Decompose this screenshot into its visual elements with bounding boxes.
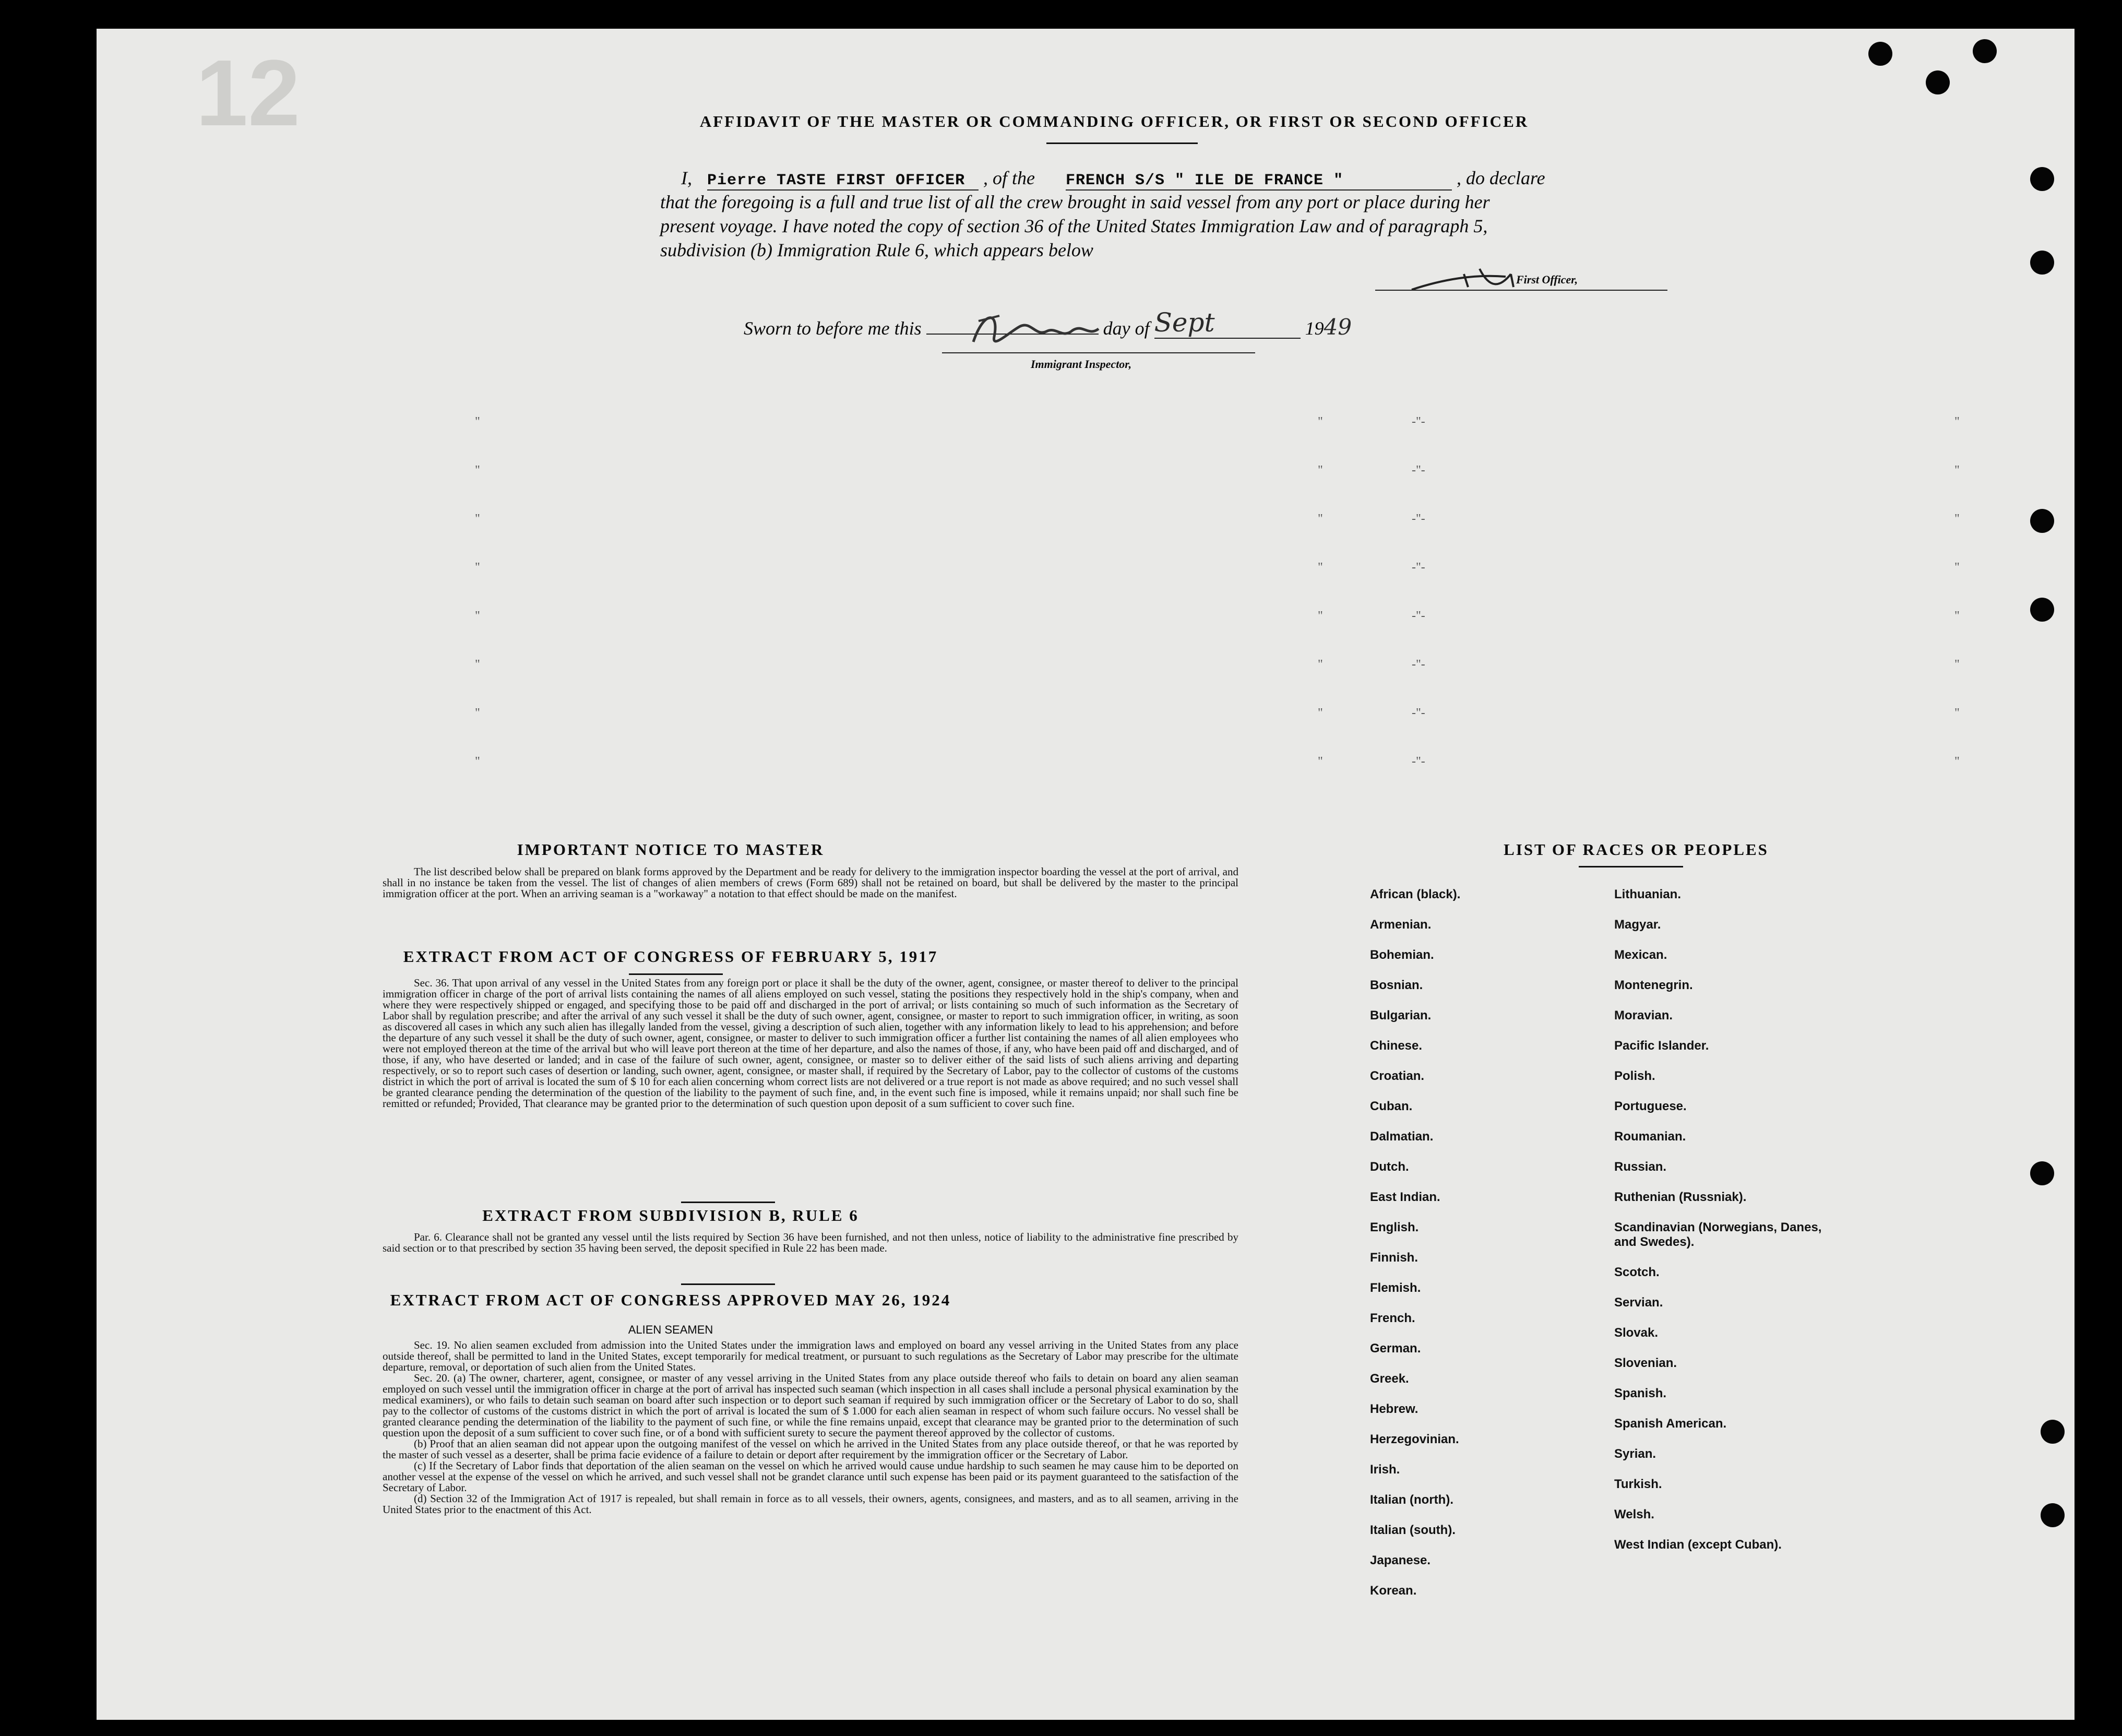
title-rule (1046, 142, 1198, 144)
extract-1917-title: EXTRACT FROM ACT OF CONGRESS OF FEBRUARY 5, 1917 (403, 947, 938, 966)
race-item: African (black). (1370, 887, 1461, 901)
race-item: Magyar. (1614, 918, 1661, 932)
race-item: Japanese. (1370, 1553, 1431, 1567)
race-item: Bosnian. (1370, 978, 1423, 992)
affidavit-line-3: present voyage. I have noted the copy of section 36 of the United States Immigration Law and of paragraph 5, (660, 216, 1488, 236)
race-item: Syrian. (1614, 1447, 1656, 1461)
sworn-text: Sworn to before me this (744, 318, 922, 339)
race-item: Croatian. (1370, 1069, 1425, 1083)
year-suffix: 49 (1324, 314, 1352, 340)
notice-body: The list described below shall be prepared on blank forms approved by the Department and be ready for delivery to the immigration inspector boarding the vessel at the port of arrival, and shall in no instance be taken from the vessel. The list of changes of alien members of crews (Form 689) shall not be retained on board, but shall be delivered by the master to the principal immigration officer at the port. When an arriving seaman is a "workaway" a notation to that effect should be made on the manifest. (383, 865, 1238, 900)
extract-1917-body: Sec. 36. That upon arrival of any vessel in the United States from any foreign port or place it shall be the duty of the owner, agent, consignee, or master thereof to deliver to the principal immigration officer in charge of the port of arrival lists containing the names of all aliens employed on such vessel, stating the positions they respectively hold in the ship's company, when and where they were respectively shipped or engaged, and specifying those to be paid off and discharged in the port of arrival; or lists containing so much of such information as the Secretary of Labor shall by regulation prescribe; and after the arrival of any such vessel it shall be the duty of such owner, agent, consignee, or master to report to such immigration officer, in writing, as soon as discovered all cases in which any such alien has illegally landed from the vessel, giving a description of such alien, together with any information likely to lead to his apprehension; and before the departure of any such vessel it shall be the duty of such owner, agent, consignee, or master to deliver to such immigration officer a further list containing the names of all alien employees who were not employed thereon at the time of the arrival but who will leave port thereon at the time of her departure, and also the names of those, if any, who have been paid off and discharged, and of those, if any, who have deserted or landed; and in case of the failure of such owner, agent, consignee, or master so to deliver either of the said lists of such aliens arriving and departing respectively, or so to report such cases of desertion or landing, such owner, agent, consignee, or master shall, if required by the Secretary of Labor, pay to the collector of customs of the customs district in which the port of arrival is located the sum of $ 10 for each alien concerning whom correct lists are not delivered or a true report is not made as above required; and no such vessel shall be granted clearance pending the determination of the question of the liability to the payment of such fine, and, in the event such fine is imposed, while it remains unpaid; nor shall such fine be remitted or refunded; Provided, That clearance may be granted prior to the determination of such question upon deposit of a sum sufficient to cover such fine. (383, 977, 1238, 1110)
race-item: Italian (south). (1370, 1523, 1456, 1537)
race-item: Bulgarian. (1370, 1008, 1432, 1022)
race-item: Mexican. (1614, 948, 1667, 962)
race-item: West Indian (except Cuban). (1614, 1538, 1782, 1552)
notice-title: IMPORTANT NOTICE TO MASTER (517, 840, 825, 859)
ditto-column-1: " " " " " " " " (475, 415, 480, 768)
extract-1924-top-rule (681, 1283, 775, 1285)
affidavit-of-the: , of the (983, 168, 1035, 188)
race-item: Moravian. (1614, 1008, 1673, 1022)
manifest-sheet (97, 29, 2075, 1720)
race-item: Finnish. (1370, 1251, 1418, 1265)
race-item: English. (1370, 1220, 1419, 1234)
race-item: Servian. (1614, 1295, 1663, 1310)
alien-seamen-subtitle: ALIEN SEAMEN (628, 1323, 713, 1336)
officer-signature-line (1375, 290, 1667, 291)
race-item: Spanish. (1614, 1386, 1667, 1400)
race-item: Pacific Islander. (1614, 1039, 1709, 1053)
race-item: Cuban. (1370, 1099, 1413, 1113)
punch-hole (1868, 42, 1892, 66)
rule6-body: Par. 6. Clearance shall not be granted any vessel until the lists required by Section 36 have been furnished, and not then unless, notice of liability to the administrative fine prescribed by said section or to that prescribed by section 35 having been served, the deposit specified in Rule 22 has been made. (383, 1231, 1238, 1254)
page-number-ghost: 12 (196, 41, 301, 146)
rule6-top-rule (681, 1202, 775, 1203)
punch-hole (2030, 251, 2054, 275)
punch-hole (1926, 70, 1950, 94)
rule6-title: EXTRACT FROM SUBDIVISION B, RULE 6 (482, 1206, 859, 1224)
race-item: Bohemian. (1370, 948, 1434, 962)
race-item: Italian (north). (1370, 1493, 1453, 1507)
affidavit-i: I, (681, 168, 692, 188)
punch-hole (2030, 1161, 2054, 1185)
race-item: Dutch. (1370, 1160, 1409, 1174)
race-item: Roumanian. (1614, 1129, 1686, 1144)
race-item: Slovak. (1614, 1326, 1659, 1340)
race-item: Chinese. (1370, 1039, 1423, 1053)
race-item: Ruthenian (Russniak). (1614, 1190, 1747, 1204)
race-item: Slovenian. (1614, 1356, 1677, 1370)
race-item: Flemish. (1370, 1281, 1421, 1295)
race-item: Polish. (1614, 1069, 1655, 1083)
races-right-column (1614, 887, 1833, 1568)
year-prefix: 19 (1305, 318, 1324, 339)
ditto-column-3: " " " " " " " " (1954, 415, 1960, 768)
extract-1924-body: Sec. 19. No alien seamen excluded from admission into the United States under the immigration laws and employed on board any vessel arriving in the United States from any place outside thereof, shall be permitted to land in the United States, except temporarily for medical treatment, or pursuant to such regulations as the Secretary of Labor may prescribe for the ultimate departure, removal, or deportation of such alien from the United States. Sec. 20. (a) The owner, charterer, agent, consignee, or master of any vessel arriving in the United States from any place outside thereof who fails to detain on board any alien seaman employed on such vessel until the immigration officer in charge at the port of arrival has inspected such seaman (which inspection in all cases shall include a personal physical examination by the medical examiners), or who fails to detain such seaman on board after such inspection or to deport such seaman if required by such immigration officer or the Secretary of Labor to do so, shall pay to the collector of customs of the customs district in which the port of arrival is located the sum of $ 1.000 for each alien seaman in respect of whom such failure occurs. No vessel shall be granted clearance pending the determination of the liability to the payment of such fine, or while the fine remains unpaid, except that clearance may be granted prior to the determination of such question upon the deposit of a sum sufficient to cover such fine, or of a bond with sufficient surety to secure the payment thereof approved by the collector of customs. (b) Proof that an alien seaman did not appear upon the outgoing manifest of the vessel on which he arrived in the United States from any place outside thereof, or that he was reported by the master of such vessel as a deserter, shall be prima facie evidence of a failure to detain or deport after requirement by the immigration officer or the Secretary of Labor. (c) If the Secretary of Labor finds that deportation of the alien seaman on the vessel on which he arrived would cause undue hardship to such seamen he may cause him to be deported on another vessel at the expense of the vessel on which he arrived, and such vessel shall not be grandet clarance until such expense has been paid or its payment guaranteed to the satisfaction of the Secretary of Labor. (d) Section 32 of the Immigration Act of 1917 is repealed, but shall remain in force as to all vessels, their owners, agents, consignees, and masters, and as to all seamen, arriving in the United States prior to the enactment of this Act. (383, 1339, 1238, 1516)
punch-hole (2030, 598, 2054, 622)
affidavit-line-4: subdivision (b) Immigration Rule 6, which appears below (660, 240, 1093, 260)
affidavit-line-1 (660, 167, 1545, 191)
race-item: Greek. (1370, 1372, 1409, 1386)
race-item: Armenian. (1370, 918, 1432, 932)
punch-hole (2030, 167, 2054, 191)
race-item: Montenegrin. (1614, 978, 1693, 992)
inspector-signature (963, 300, 1151, 358)
race-item: Scotch. (1614, 1265, 1660, 1279)
extract-1924-title: EXTRACT FROM ACT OF CONGRESS APPROVED MAY 26, 1924 (390, 1291, 951, 1309)
dash-column: -"- -"- -"- -"- -"- -"- -"- -"- (1412, 415, 1425, 768)
affidavit-title: AFFIDAVIT OF THE MASTER OR COMMANDING OFFICER, OR FIRST OR SECOND OFFICER (699, 112, 1529, 130)
affidavit-line-2: that the foregoing is a full and true list of all the crew brought in said vessel from any port or place during her (660, 192, 1490, 212)
race-item: Scandinavian (Norwegians, Danes, and Swedes). (1614, 1220, 1822, 1249)
race-item: Herzegovinian. (1370, 1432, 1459, 1446)
affidavit-title-wrap (618, 112, 1610, 131)
races-left-column (1370, 887, 1589, 1614)
punch-hole (2041, 1503, 2065, 1527)
day-of-text: day of (1103, 318, 1150, 339)
race-item: Turkish. (1614, 1477, 1662, 1491)
officer-name: Pierre TASTE FIRST OFFICER (707, 172, 979, 191)
race-item: Hebrew. (1370, 1402, 1418, 1416)
race-item: Portuguese. (1614, 1099, 1687, 1113)
race-item: Russian. (1614, 1160, 1667, 1174)
extract-1917-rule (629, 973, 723, 975)
race-item: East Indian. (1370, 1190, 1440, 1204)
race-item: Dalmatian. (1370, 1129, 1434, 1144)
punch-hole (2030, 509, 2054, 533)
race-item: French. (1370, 1311, 1415, 1325)
first-officer-label: First Officer, (1516, 273, 1578, 286)
races-rule (1579, 866, 1683, 867)
race-item: German. (1370, 1341, 1421, 1355)
race-item: Korean. (1370, 1584, 1417, 1598)
affidavit-do-declare: , do declare (1456, 168, 1545, 188)
inspector-signature-line (942, 352, 1255, 353)
punch-hole (2041, 1420, 2065, 1444)
punch-hole (1973, 39, 1997, 63)
vessel-name: FRENCH S/S " ILE DE FRANCE " (1066, 172, 1452, 191)
race-item: Welsh. (1614, 1507, 1654, 1521)
race-item: Lithuanian. (1614, 887, 1681, 901)
race-item: Spanish American. (1614, 1417, 1727, 1431)
immigrant-inspector-label: Immigrant Inspector, (1031, 358, 1132, 371)
sworn-month: Sept (1154, 307, 1301, 339)
ditto-column-2: " " " " " " " " (1318, 415, 1323, 768)
races-title: LIST OF RACES OR PEOPLES (1504, 840, 1769, 859)
race-item: Irish. (1370, 1462, 1400, 1477)
